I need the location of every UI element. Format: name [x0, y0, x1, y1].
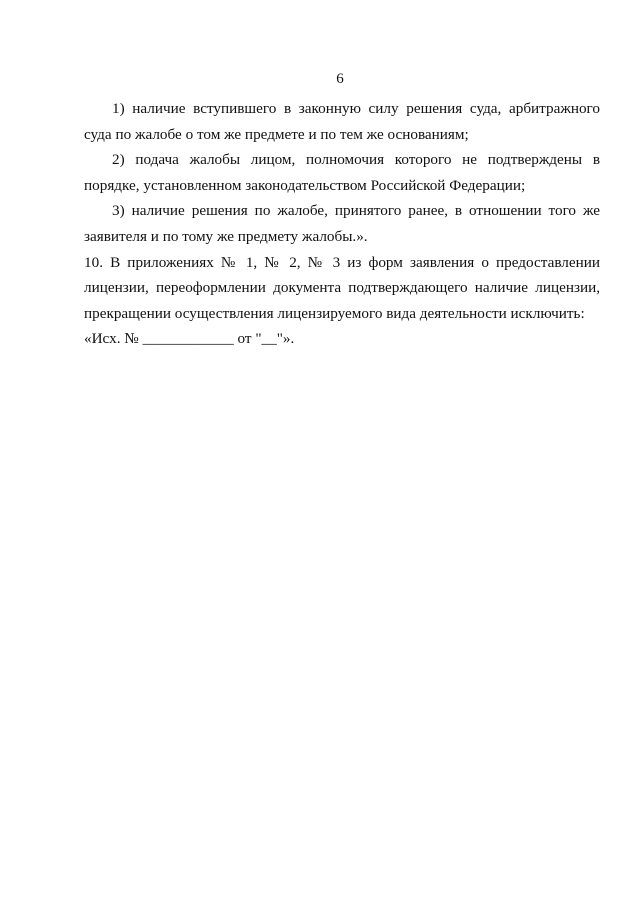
paragraph-item-2: 2) подача жалобы лицом, полномочия которого не подтверждены в порядке, установленном законодательством Российской Федерации; — [84, 151, 600, 194]
paragraph-section-10: 10. В приложениях № 1, № 2, № 3 из форм заявления о предоставлении лицензии, переоформлении документа подтверждающего наличие лицензии, прекращении осуществления лицензируемого вида деятельности исключить: — [84, 253, 600, 322]
paragraph-item-1: 1) наличие вступившего в законную силу решения суда, арбитражного суда по жалобе о том же предмете и по тем же основаниям; — [84, 100, 600, 143]
page-number: 6 — [336, 71, 344, 87]
paragraph-item-3: 3) наличие решения по жалобе, принятого ранее, в отношении того же заявителя и по тому же предмету жалобы.». — [84, 202, 600, 245]
paragraph-excluded-line: «Исх. № ____________ от "__"». — [84, 330, 295, 348]
document-body — [84, 96, 600, 352]
